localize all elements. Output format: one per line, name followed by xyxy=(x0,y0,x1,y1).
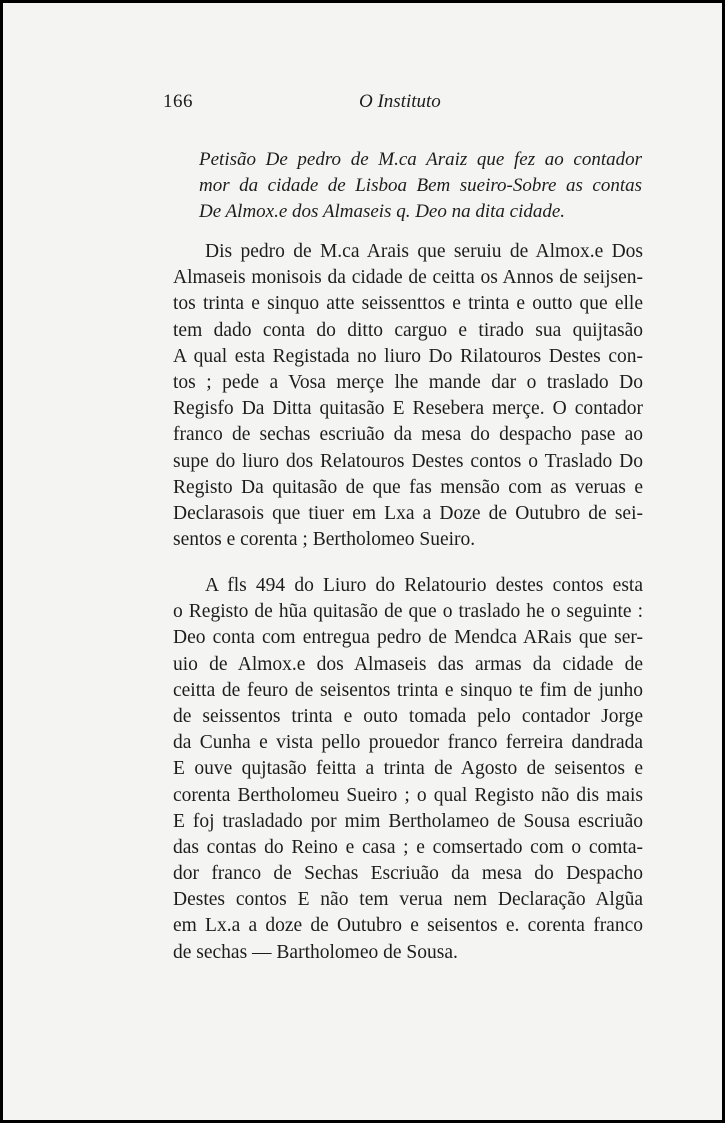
text-line: Regisfo Da Ditta quitasão E Resebera merçe. O contador xyxy=(173,398,643,420)
text-line: E ouve qujtasão feitta a trinta de Agosto de seisentos e xyxy=(173,758,643,780)
text-line: dor franco de Sechas Escriuão da mesa do Despacho xyxy=(173,863,643,885)
text-line: supe do liuro dos Relatouros Destes contos o Traslado Do xyxy=(173,450,643,472)
text-line: franco de sechas escriuão da mesa do despacho pase ao xyxy=(173,424,643,446)
text-line: o Registo de hũa quitasão de que o traslado he o seguinte : xyxy=(173,601,643,623)
text-line: em Lx.a a doze de Outubro e seisentos e. corenta franco xyxy=(173,915,643,937)
text-line: Declarasois que tiuer em Lxa a Doze de Outubro de sei- xyxy=(173,502,643,524)
text-line: das contas do Reino e casa ; e comsertado com o comta- xyxy=(173,836,643,858)
text-line: ceitta de feuro de seisentos trinta e sinquo te fim de junho xyxy=(173,679,643,701)
text-line: A fls 494 do Liuro do Relatourio destes contos esta xyxy=(205,575,643,596)
petition-title xyxy=(199,147,642,225)
paragraph-registo xyxy=(173,573,643,966)
running-head: O Instituto xyxy=(359,91,441,112)
text-line: Almaseis monisois da cidade de ceitta os Annos de seijsen- xyxy=(173,267,643,289)
text-line: E foj trasladado por mim Bertholameo de Sousa escriuão xyxy=(173,810,643,832)
text-line: da Cunha e vista pello prouedor franco ferreira dandrada xyxy=(173,732,643,754)
text-line: uio de Almox.e dos Almaseis das armas da cidade de xyxy=(173,653,643,675)
text-line: corenta Bertholomeu Sueiro ; o qual Registo não dis mais xyxy=(173,784,643,806)
title-line: De Almox.e dos Almaseis q. Deo na dita cidade. xyxy=(199,201,566,222)
page-header xyxy=(163,91,649,115)
page-number: 166 xyxy=(163,91,193,112)
title-line: Petisão De pedro de M.ca Araiz que fez ao contador xyxy=(199,149,642,170)
text-line: de sechas — Bartholomeo de Sousa. xyxy=(173,941,458,963)
paragraph-petition xyxy=(173,239,643,553)
title-line: mor da cidade de Lisboa Bem sueiro-Sobre as contas xyxy=(199,175,642,196)
text-line: tos trinta e sinquo atte seissenttos e trinta e outto que elle xyxy=(173,293,643,315)
text-line: tem dado conta do ditto carguo e tirado sua quijtasão xyxy=(173,319,643,341)
text-line: A qual esta Registada no liuro Do Rilatouros Destes con- xyxy=(173,345,643,367)
text-line: sentos e corenta ; Bertholomeo Sueiro. xyxy=(173,529,476,551)
text-line: Destes contos E não tem verua nem Declaração Algũa xyxy=(173,889,643,911)
text-line: Registo Da quitasão de que fas mensão com as veruas e xyxy=(173,476,643,498)
text-line: Deo conta com entregua pedro de Mendca ARais que ser- xyxy=(173,627,643,649)
text-line: tos ; pede a Vosa merçe lhe mande dar o traslado Do xyxy=(173,371,643,393)
text-line: Dis pedro de M.ca Arais que seruiu de Almox.e Dos xyxy=(205,241,643,262)
book-page xyxy=(3,3,722,1120)
text-line: de seissentos trinta e outo tomada pelo contador Jorge xyxy=(173,705,643,727)
